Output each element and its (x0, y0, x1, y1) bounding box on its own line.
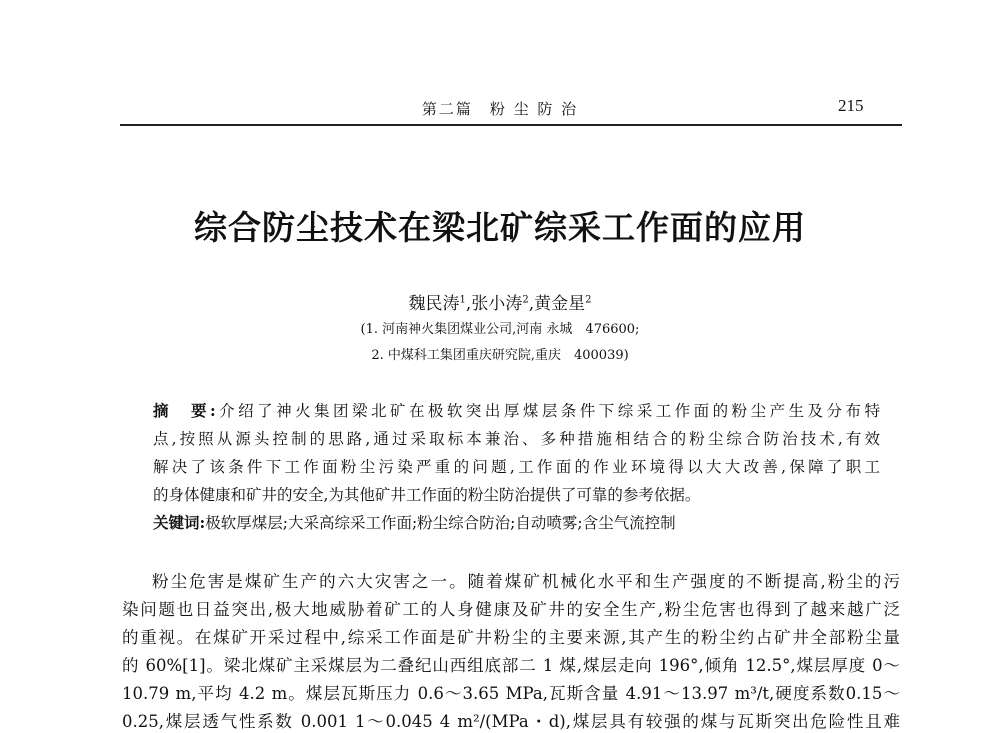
page-number: 215 (838, 96, 864, 115)
body-line: 粉尘危害是煤矿生产的六大灾害之一。随着煤矿机械化水平和生产强度的不断提高,粉尘的污 (152, 572, 900, 591)
keywords-label: 关键词: (153, 513, 206, 532)
paper-title: 综合防尘技术在梁北矿综采工作面的应用 (194, 208, 806, 247)
affiliation-2: 2. 中煤科工集团重庆研究院,重庆 400039) (371, 348, 629, 363)
author-name: 黄金星 (534, 294, 586, 314)
running-header: 第二篇 粉 尘 防 治 (421, 100, 579, 118)
abstract-line: 的身体健康和矿井的安全,为其他矿井工作面的粉尘防治提供了可靠的参考依据。 (153, 486, 701, 504)
author-name: 魏民涛 (408, 294, 460, 314)
body-line: 10.79 m,平均 4.2 m。煤层瓦斯压力 0.6～3.65 MPa,瓦斯含量 4.91～13.97 m³/t,硬度系数0.15～ (122, 684, 900, 703)
keywords-text: 极软厚煤层;大采高综采工作面;粉尘综合防治;自动喷雾;含尘气流控制 (205, 514, 676, 532)
header-rule (120, 124, 902, 126)
body-line: 染问题也日益突出,极大地威胁着矿工的人身健康及矿井的安全生产,粉尘危害也得到了越来越广泛 (122, 600, 900, 619)
keywords (153, 511, 880, 533)
author-list: 魏民涛$^1$,张小涛$^2$,黄金星$^2$ (408, 294, 592, 314)
abstract-line: 解决了该条件下工作面粉尘污染严重的问题,工作面的作业环境得以大大改善,保障了职工 (153, 458, 880, 476)
abstract-line: 摘 要:介绍了神火集团梁北矿在极软突出厚煤层条件下综采工作面的粉尘产生及分布特 (153, 401, 880, 420)
author-affiliation-mark: 2 (585, 294, 592, 306)
body-line: 0.25,煤层透气性系数 0.001 1～0.045 4 m²/(MPa・d),煤层具有较强的煤与瓦斯突出危险性且难 (122, 712, 900, 731)
author-name: 张小涛 (471, 294, 523, 314)
abstract-line: 点,按照从源头控制的思路,通过采取标本兼治、多种措施相结合的粉尘综合防治技术,有效 (153, 430, 880, 448)
abstract-label: 摘 要: (153, 401, 216, 420)
author-affiliation-mark: 1 (459, 294, 466, 306)
author-affiliation-mark: 2 (522, 294, 529, 306)
body-line: 的重视。在煤矿开采过程中,综采工作面是矿井粉尘的主要来源,其产生的粉尘约占矿井全部粉尘量 (122, 628, 900, 647)
affiliation-1: (1. 河南神火集团煤业公司,河南 永城 476600; (360, 322, 640, 337)
body-line: 的 60%[1]。梁北煤矿主采煤层为二叠纪山西组底部二 1 煤,煤层走向 196°,倾角 12.5°,煤层厚度 0～ (122, 656, 900, 675)
